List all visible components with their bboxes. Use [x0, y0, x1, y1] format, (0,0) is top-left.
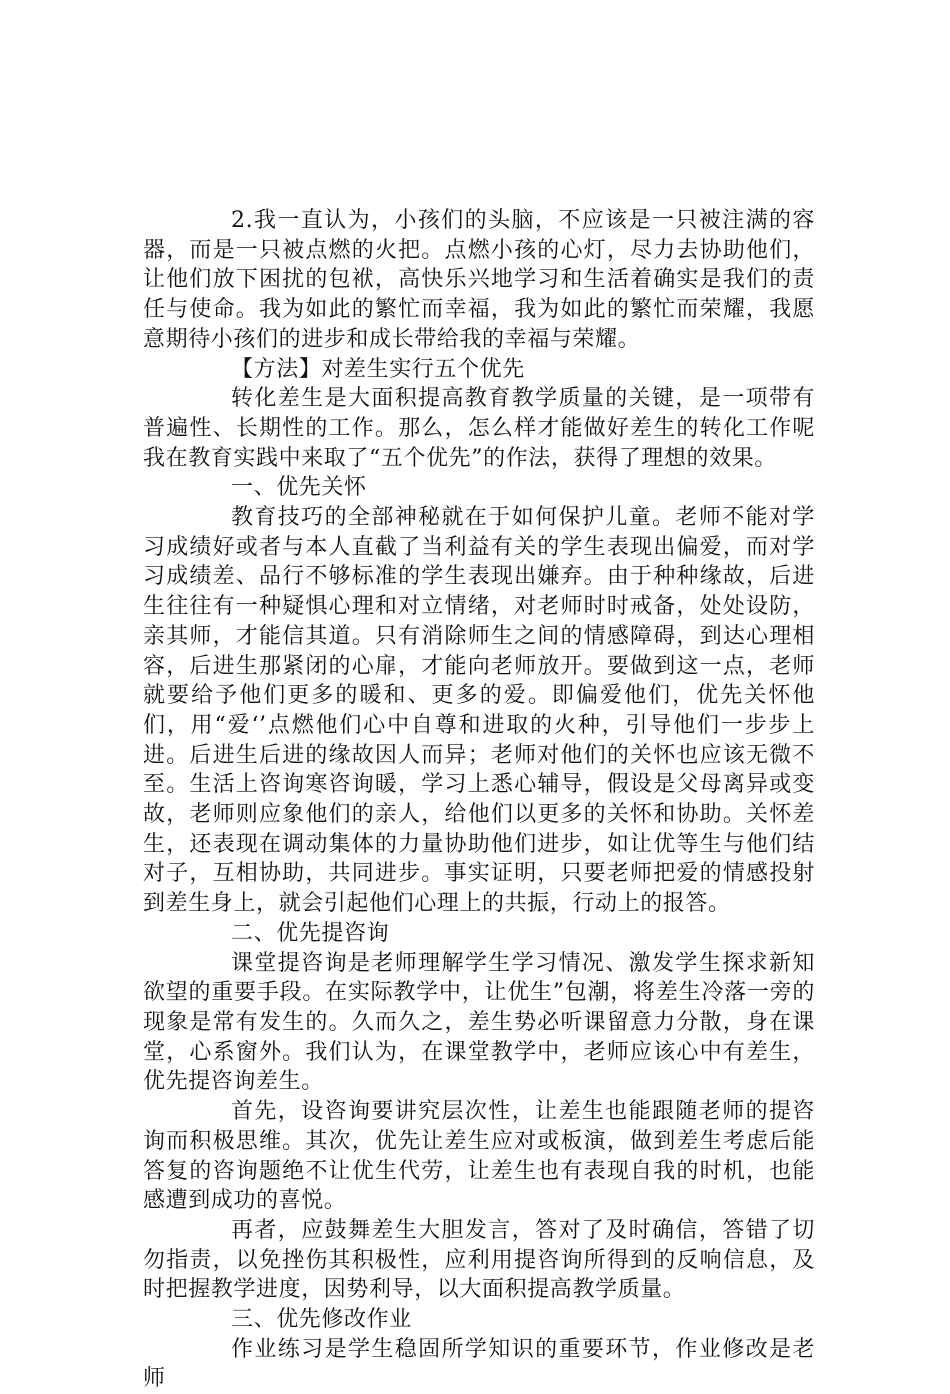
document-body — [143, 206, 815, 1394]
section-heading-care: 一、优先关怀 — [231, 475, 367, 501]
paragraph-encouragement: 再者，应鼓舞差生大胆发言，答对了及时确信，答错了切勿指责，以免挫伤其积极性，应利用提咨询所得到的反响信息，及时把握教学进度，因势利导，以大面积提高教学质量。 — [143, 1217, 815, 1303]
paragraph-commitment: 2.我一直认为，小孩们的头脑，不应该是一只被注满的容器，而是一只被点燃的火把。点燃小孩的心灯，尽力去协助他们，让他们放下困扰的包袱，高快乐兴地学习和生活着确实是我们的责任与使命。我为如此的繁忙而幸福，我为如此的繁忙而荣耀，我愿意期待小孩们的进步和成长带给我的幸福与荣耀。 — [143, 208, 815, 352]
paragraph-first-second: 首先，设咨询要讲究层次性，让差生也能跟随老师的提咨询而积极思维。其次，优先让差生应对或板演，做到差生考虑后能答复的咨询题绝不让优生代劳，让差生也有表现自我的时机，也能感遭到成功的喜悦。 — [143, 1099, 815, 1214]
method-heading: 【方法】对差生实行五个优先 — [231, 356, 525, 382]
paragraph-introduction: 转化差生是大面积提高教育教学质量的关键，是一项带有普遍性、长期性的工作。那么，怎么样才能做好差生的转化工作呢我在教育实践中来取了“五个优先”的作法，获得了理想的效果。 — [143, 386, 815, 471]
section-heading-questioning: 二、优先提咨询 — [231, 920, 390, 946]
section-heading-homework: 三、优先修改作业 — [231, 1307, 412, 1333]
paragraph-care: 教育技巧的全部神秘就在于如何保护儿童。老师不能对学习成绩好或者与本人直截了当利益有关的学生表现出偏爱，而对学习成绩差、品行不够标准的学生表现出嫌弃。由于种种缘故，后进生往往有一种疑惧心理和对立情绪，对老师时时戒备，处处设防，亲其师，才能信其道。只有消除师生之间的情感障碍，到达心理相容，后进生那紧闭的心扉，才能向老师放开。要做到这一点，老师就要给予他们更多的暖和、更多的爱。即偏爱他们，优先关怀他们，用“爱‘’点燃他们心中自尊和进取的火种，引导他们一步步上进。后进生后进的缘故因人而异；老师对他们的关怀也应该无微不至。生活上咨询寒咨询暖，学习上悉心辅导，假设是父母离异或变故，老师则应象他们的亲人，给他们以更多的关怀和协助。关怀差生，还表现在调动集体的力量协助他们进步，如让优等生与他们结对子，互相协助，共同进步。事实证明，只要老师把爱的情感投射到差生身上，就会引起他们心理上的共振，行动上的报答。 — [143, 505, 815, 917]
paragraph-homework: 作业练习是学生稳固所学知识的重要环节，作业修改是老师 — [143, 1336, 815, 1392]
paragraph-questioning: 课堂提咨询是老师理解学生学习情况、激发学生探求新知欲望的重要手段。在实际教学中，让优生”包潮，将差生冷落一旁的现象是常有发生的。久而久之，差生势必听课留意力分散，身在课堂，心系窗外。我们认为，在课堂教学中，老师应该心中有差生，优先提咨询差生。 — [143, 950, 815, 1095]
